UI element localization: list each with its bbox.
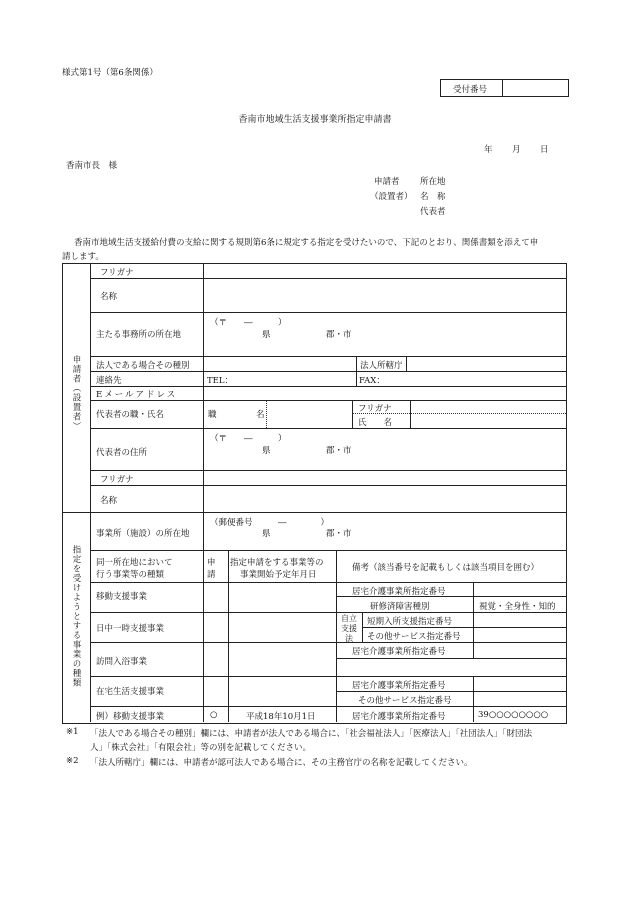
remark-kenshu: 研修済障害種別 xyxy=(370,602,430,612)
main-office-postal: （〒 ― ） xyxy=(210,318,287,328)
note1-mark: ※1 xyxy=(66,727,79,737)
facility-postal: （郵便番号 ― ） xyxy=(210,518,330,528)
biz-row-3: 訪問入浴事業 xyxy=(96,657,148,667)
row-contact-label: 連絡先 xyxy=(96,376,122,386)
row-furigana3-label: フリガナ xyxy=(100,475,134,485)
rep-furigana: フリガナ xyxy=(358,404,392,414)
example-mark: ○ xyxy=(210,710,218,720)
corp-authority-label: 法人所轄庁 xyxy=(360,361,403,371)
biz-row-2: 日中一時支援事業 xyxy=(96,624,165,634)
remark-disability: 視覚・全身性・知的 xyxy=(479,602,556,612)
applicant-label: 申請者 xyxy=(374,177,400,187)
biz-row-1: 移動支援事業 xyxy=(96,592,148,602)
applicant-label-2: （設置者） xyxy=(370,192,413,202)
applicant-name-label: 名 称 xyxy=(420,192,446,202)
remark-kyotaku2: 居宅介護事業所指定番号 xyxy=(352,647,446,657)
biz-header-col3a: 指定申請をする事業等の xyxy=(230,558,324,568)
page-title: 香南市地域生活支援事業所指定申請書 xyxy=(238,115,392,125)
row-furigana-label xyxy=(100,266,196,278)
example-remark: 居宅介護事業所指定番号 xyxy=(352,712,446,722)
receipt-label: 受付番号 xyxy=(453,85,488,95)
note2-text: 「法人所轄庁」欄には、申請者が認可法人である場合に、その主務官庁の名称を記載してください。 xyxy=(90,758,473,768)
example-label: 例）移動支援事業 xyxy=(96,712,165,722)
biz-row-4: 在宅生活支援事業 xyxy=(96,687,165,697)
remark-tanki: 短期入所支援指定番号 xyxy=(367,617,453,627)
receipt-box xyxy=(440,79,569,97)
biz-header-col3b: 事業開始予定年月日 xyxy=(240,570,317,580)
rep-shoku: 職 xyxy=(208,410,217,420)
row-email-label: Eメールアドレス xyxy=(96,390,178,400)
biz-header-col1b: 行う事業等の種類 xyxy=(96,570,165,580)
facility-pref: 県 xyxy=(262,529,271,539)
remark-kyotaku3: 居宅介護事業所指定番号 xyxy=(352,681,446,691)
intro-text-2: 請します。 xyxy=(62,252,104,262)
row-rep-label: 代表者の職・氏名 xyxy=(96,410,165,420)
fax-label: FAX： xyxy=(359,376,385,386)
remark-jiritsu: 自立支援法 xyxy=(341,614,357,643)
rep-postal: （〒 ― ） xyxy=(210,434,287,444)
section-business-label: 指定を受けようとする事業の種類 xyxy=(71,545,81,688)
addressee: 香南市長 様 xyxy=(66,161,118,171)
rep-shimei: 氏 名 xyxy=(358,418,393,428)
facility-city: 郡・市 xyxy=(326,529,352,539)
note1-text-b: 人」「株式会社」「有限会社」等の別を記載してください。 xyxy=(90,743,312,753)
name-label: 名称 xyxy=(100,292,118,302)
row-main-office-label: 主たる事務所の所在地 xyxy=(96,330,182,340)
note2-mark: ※2 xyxy=(66,756,79,766)
tel-label: TEL： xyxy=(207,376,234,386)
main-office-city: 郡・市 xyxy=(326,330,352,340)
rep-mei: 名 xyxy=(256,410,265,420)
date-day: 日 xyxy=(540,145,549,155)
remark-other1: その他サービス指定番号 xyxy=(367,632,461,642)
remark-other2: その他サービス指定番号 xyxy=(358,696,452,706)
note1-text-a: 「法人である場合その種別」欄には、申請者が法人である場合に、「社会福祉法人」「医療法人」「社団法人」「財団法 xyxy=(90,729,533,739)
applicant-address-label: 所在地 xyxy=(420,177,446,187)
row-name3-label: 名称 xyxy=(100,496,118,506)
section-applicant-label: 申請者（設置者） xyxy=(71,355,81,431)
biz-header-col4: 備考（該当番号を記載もしくは該当項目を囲む） xyxy=(352,563,540,573)
row-name-label xyxy=(100,290,196,302)
furigana-label: フリガナ xyxy=(100,268,134,278)
biz-header-col1a: 同一所在地において xyxy=(96,558,173,568)
remark-kyotaku1: 居宅介護事業所指定番号 xyxy=(352,587,446,597)
row-facility-address-label: 事業所（施設）の所在地 xyxy=(96,529,190,539)
intro-text: 香南市地域生活支援給付費の支給に関する規則第6条に規定する指定を受けたいので、下記のとおり、関係書類を添えて申 xyxy=(74,238,539,248)
example-date: 平成18年10月1日 xyxy=(246,712,316,722)
example-number: 39○○○○○○○○ xyxy=(478,710,549,720)
applicant-rep-label: 代表者 xyxy=(420,207,446,217)
row-rep-address-label: 代表者の住所 xyxy=(96,448,148,458)
date-month: 月 xyxy=(512,145,521,155)
form-number: 様式第1号（第6条関係） xyxy=(62,68,158,78)
row-corp-type-label: 法人である場合その種別 xyxy=(96,361,190,371)
rep-city: 郡・市 xyxy=(326,446,352,456)
biz-header-col2: 申請 xyxy=(207,558,216,580)
date-year: 年 xyxy=(484,145,493,155)
main-office-pref: 県 xyxy=(262,330,271,340)
rep-pref: 県 xyxy=(262,446,271,456)
